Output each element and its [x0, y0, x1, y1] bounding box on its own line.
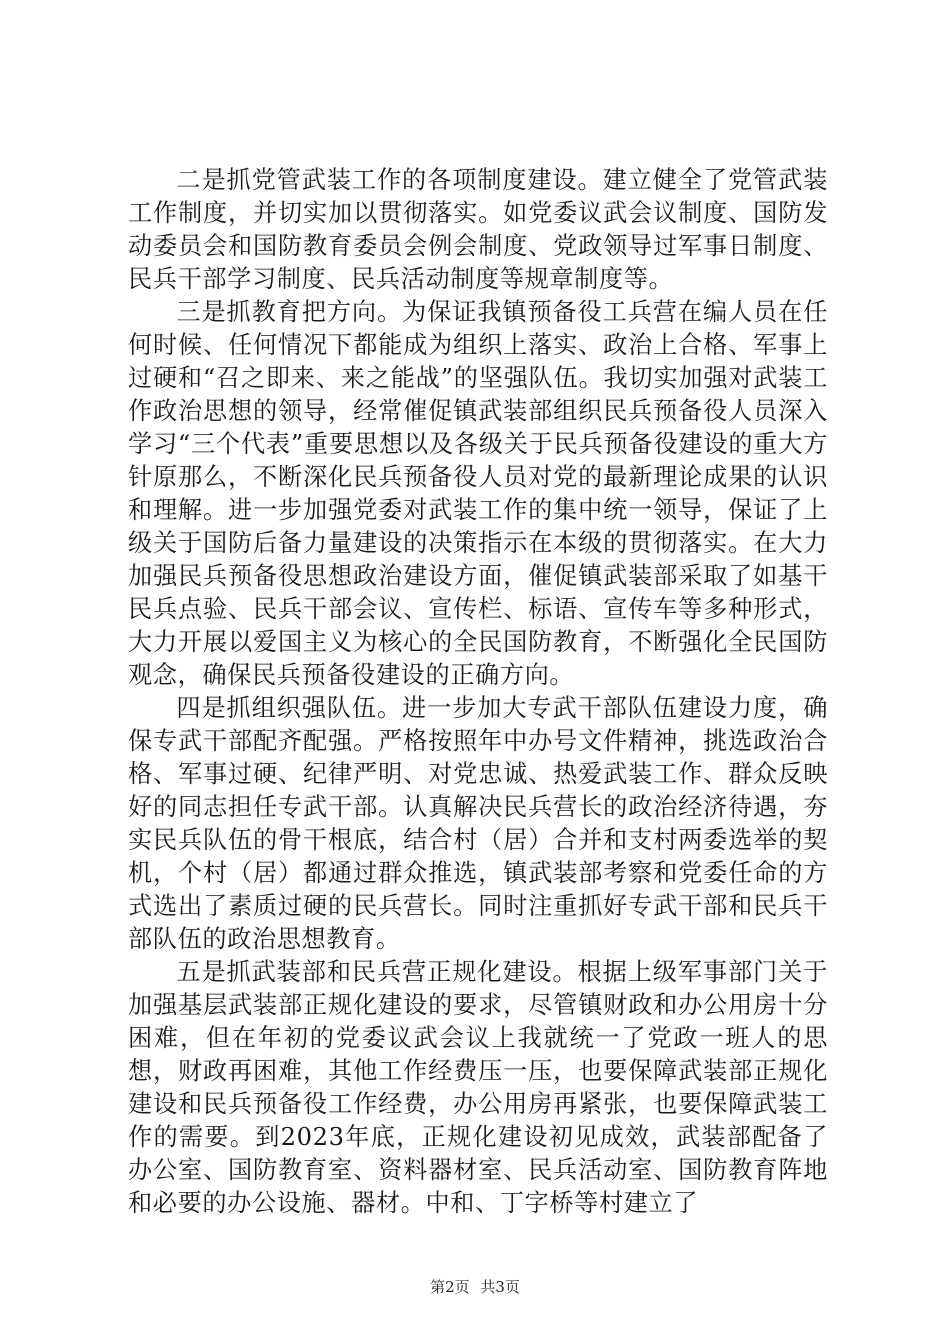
paragraph-organization-team: 四是抓组织强队伍。进一步加大专武干部队伍建设力度，确保专武干部配齐配强。严格按照年中办号文件精神，挑选政治合格、军事过硬、纪律严明、对党忠诚、热爱武装工作、群众反映好的同志担任专武干部。认真解决民兵营长的政治经济待遇，夯实民兵队伍的骨干根底，结合村（居）合并和支村两委选举的契机，个村（居）都通过群众推选，镇武装部考察和党委任命的方式选出了素质过硬的民兵营长。同时注重抓好专武干部和民兵干部队伍的政治思想教育。 — [128, 694, 828, 953]
document-body — [128, 164, 828, 1220]
paragraph-standardization: 五是抓武装部和民兵营正规化建设。根据上级军事部门关于加强基层武装部正规化建设的要求，尽管镇财政和办公用房十分困难，但在年初的党委议武会议上我就统一了党政一班人的思想，财政再困难，其他工作经费压一压，也要保障武装部正规化建设和民兵预备役工作经费，办公用房再紧张，也要保障武装工作的需要。到2023年底，正规化建设初见成效，武装部配备了办公室、国防教育室、资料器材室、民兵活动室、国防教育阵地和必要的办公设施、器材。中和、丁字桥等村建立了 — [128, 958, 828, 1217]
page-number: 第2页 — [430, 1278, 470, 1296]
paragraph-education-direction: 三是抓教育把方向。为保证我镇预备役工兵营在编人员在任何时候、任何情况下都能成为组织上落实、政治上合格、军事上过硬和“召之即来、来之能战”的坚强队伍。我切实加强对武装工作政治思想的领导，经常催促镇武装部组织民兵预备役人员深入学习“三个代表”重要思想以及各级关于民兵预备役建设的重大方针原那么，不断深化民兵预备役人员对党的最新理论成果的认识和理解。进一步加强党委对武装工作的集中统一领导，保证了上级关于国防后备力量建设的决策指示在本级的贯彻落实。在大力加强民兵预备役思想政治建设方面，催促镇武装部采取了如基干民兵点验、民兵干部会议、宣传栏、标语、宣传车等多种形式，大力开展以爱国主义为核心的全民国防教育，不断强化全民国防观念，确保民兵预备役建设的正确方向。 — [128, 298, 828, 689]
page-total: 共3页 — [480, 1278, 520, 1296]
page-footer — [0, 1276, 950, 1297]
paragraph-institution-building: 二是抓党管武装工作的各项制度建设。建立健全了党管武装工作制度，并切实加以贯彻落实。如党委议武会议制度、国防发动委员会和国防教育委员会例会制度、党政领导过军事日制度、民兵干部学习制度、民兵活动制度等规章制度等。 — [128, 166, 828, 293]
